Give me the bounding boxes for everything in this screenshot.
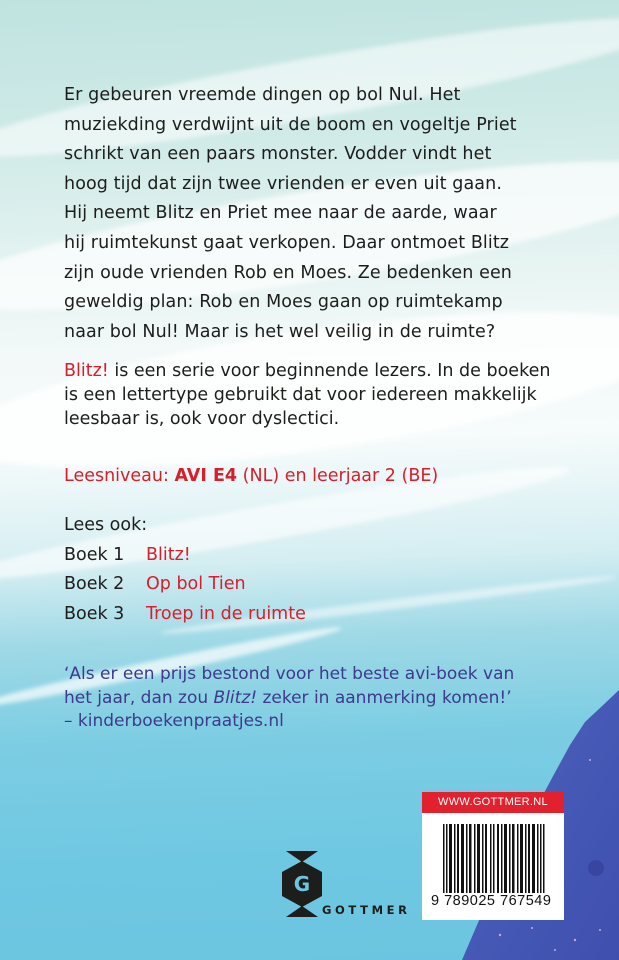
isbn-number: 9 789025 767549 [431, 893, 552, 909]
series-info [64, 359, 584, 431]
barcode [422, 792, 564, 920]
reading-level-label: Leesniveau: [64, 466, 175, 486]
series-info-text: is een lettertype gebruikt dat voor iedereen makkelijk [64, 385, 537, 405]
blurb-line: zijn oude vrienden Rob en Moes. Ze bedenken een [64, 262, 513, 283]
quote-text: het jaar, dan zou [64, 687, 214, 708]
book-number: Boek 1 [64, 544, 125, 565]
blurb-line: schrikt van een paars monster. Vodder vindt het [64, 144, 492, 165]
book-title: Blitz! [146, 544, 191, 565]
publisher-website: WWW.GOTTMER.NL [422, 792, 564, 813]
publisher-name: GOTTMER [322, 903, 411, 917]
barcode-bars-icon [443, 824, 547, 904]
reading-level [64, 464, 438, 488]
quote-title: Blitz! [213, 687, 258, 708]
quote-line: ‘Als er een prijs bestond voor het beste avi-boek van [64, 664, 515, 684]
series-info-text: is een serie voor beginnende lezers. In de boeken [108, 361, 551, 381]
quote-text: zeker in aanmerking komen!’ [257, 687, 512, 708]
series-name: Blitz! [64, 361, 109, 381]
read-more-heading: Lees ook: [64, 515, 148, 535]
book-item [64, 541, 306, 571]
book-number: Boek 2 [64, 574, 125, 594]
blurb-paragraph [64, 81, 584, 347]
gottmer-logo-icon [280, 850, 324, 918]
book-item [64, 570, 306, 600]
blurb-line: hoog tijd dat zijn twee vrienden er even uit gaan. [64, 173, 502, 194]
blurb-line: Er gebeuren vreemde dingen op bol Nul. Het [64, 85, 461, 105]
quote-source: – kinderboekenpraatjes.nl [64, 711, 284, 731]
reading-level-detail: (NL) en leerjaar 2 (BE) [237, 466, 439, 486]
blurb-line: muziekding verdwijnt uit de boom en vogeltje Priet [64, 114, 517, 135]
book-number: Boek 3 [64, 603, 125, 624]
avi-level: AVI E4 [174, 466, 238, 486]
review-quote [64, 663, 604, 734]
blurb-line: naar bol Nul! Maar is het wel veilig in de ruimte? [64, 321, 496, 342]
book-item [64, 600, 306, 630]
blurb-line: hij ruimtekunst gaat verkopen. Daar ontmoet Blitz [64, 232, 510, 253]
read-more-list [64, 511, 306, 629]
svg-text:G: G [293, 872, 311, 896]
series-info-text: leesbaar is, ook voor dyslectici. [64, 409, 340, 429]
book-title: Troep in de ruimte [146, 603, 306, 624]
book-title: Op bol Tien [146, 574, 246, 594]
blurb-line: Hij neemt Blitz en Priet mee naar de aarde, waar [64, 203, 497, 224]
blurb-line: geweldig plan: Rob en Moes gaan op ruimtekamp [64, 292, 503, 313]
